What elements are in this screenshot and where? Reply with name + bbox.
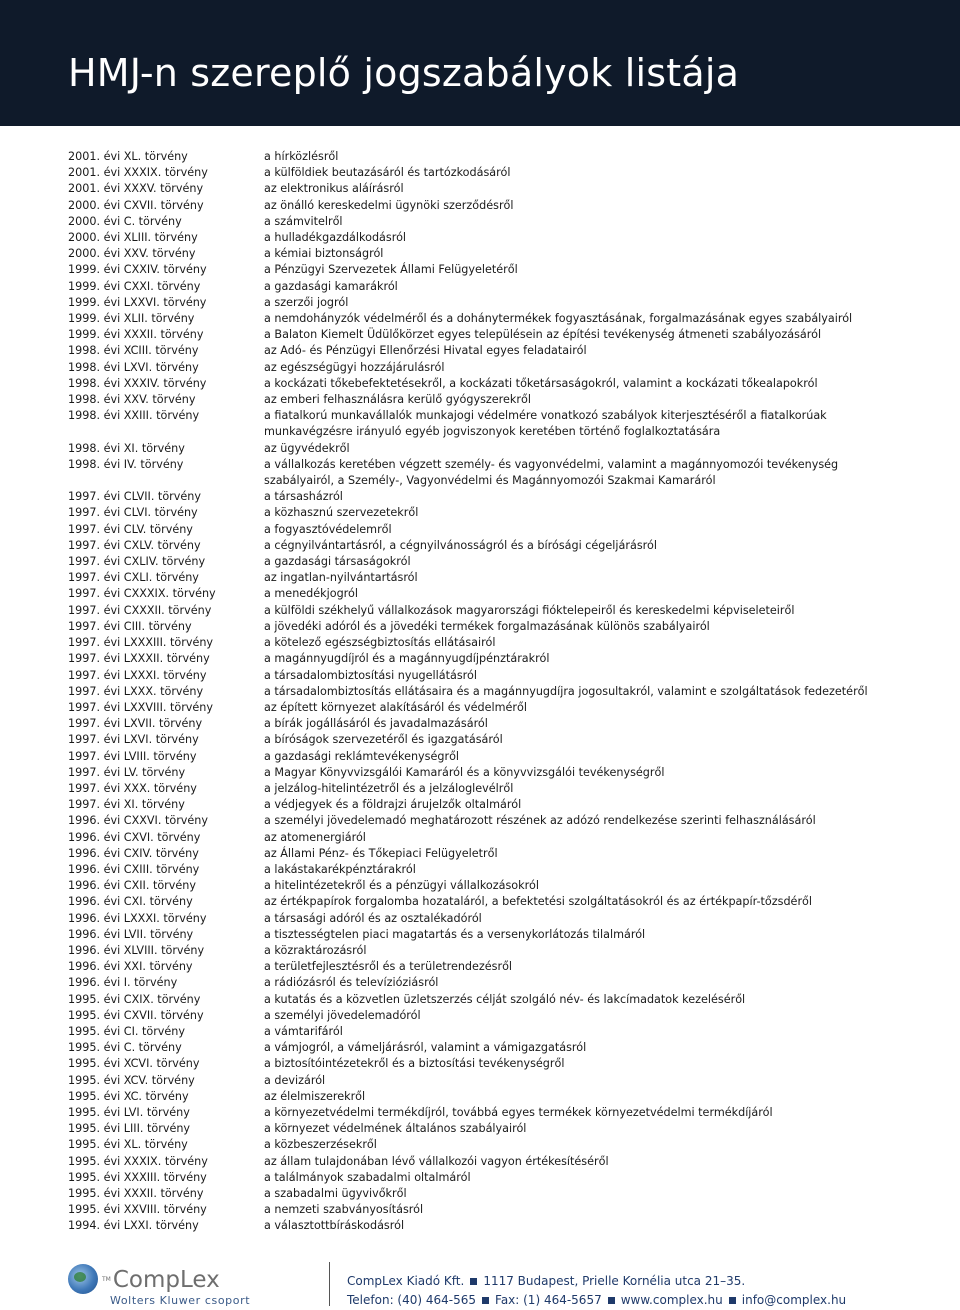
phone-number: Telefon: (40) 464-565 xyxy=(347,1293,477,1307)
law-title: a társadalombiztosítási nyugellátásról xyxy=(264,668,477,682)
law-title: az ingatlan-nyilvántartásról xyxy=(264,571,418,585)
law-title: a külföldi székhelyű vállalkozások magyarországi fióktelepeiről és kereskedelmi képviseleteiről xyxy=(264,603,795,617)
law-row xyxy=(68,554,888,570)
law-row xyxy=(68,765,888,781)
law-row xyxy=(68,441,888,457)
law-row xyxy=(68,457,888,489)
law-row xyxy=(68,181,888,197)
law-title: az egészségügyi hozzájárulásról xyxy=(264,360,445,374)
law-row xyxy=(68,230,888,246)
law-number: 1996. évi CXIII. törvény xyxy=(68,862,200,876)
page-title: HMJ-n szereplő jogszabályok listája xyxy=(68,51,740,95)
law-row xyxy=(68,570,888,586)
law-row xyxy=(68,651,888,667)
law-title: a bíróságok szervezetéről és igazgatásáról xyxy=(264,733,503,747)
contact-line-1 xyxy=(347,1272,846,1291)
law-row xyxy=(68,603,888,619)
law-number: 1997. évi CXXXII. törvény xyxy=(68,603,212,617)
law-number: 1998. évi IV. törvény xyxy=(68,457,184,471)
law-row xyxy=(68,1121,888,1137)
law-row xyxy=(68,992,888,1008)
law-number: 1997. évi LVIII. törvény xyxy=(68,749,197,763)
square-bullet-icon xyxy=(482,1297,489,1304)
law-row xyxy=(68,1186,888,1202)
law-number: 1999. évi CXXI. törvény xyxy=(68,279,201,293)
law-number: 1998. évi XXIII. törvény xyxy=(68,409,200,423)
law-number: 1995. évi CI. törvény xyxy=(68,1024,186,1038)
law-number: 1997. évi CXXXIX. törvény xyxy=(68,587,216,601)
law-row xyxy=(68,1024,888,1040)
law-number: 1996. évi CXI. törvény xyxy=(68,895,193,909)
law-number: 1997. évi LXXX. törvény xyxy=(68,684,204,698)
law-row xyxy=(68,1170,888,1186)
law-row xyxy=(68,198,888,214)
law-row xyxy=(68,408,888,440)
law-number: 1995. évi XXXIX. törvény xyxy=(68,1154,208,1168)
law-title: az Adó- és Pénzügyi Ellenőrzési Hivatal egyes feladatairól xyxy=(264,344,587,358)
law-title: a gazdasági reklámtevékenységről xyxy=(264,749,460,763)
law-row xyxy=(68,295,888,311)
law-row xyxy=(68,1040,888,1056)
globe-icon xyxy=(68,1264,98,1294)
law-number: 1999. évi CXXIV. törvény xyxy=(68,263,207,277)
logo-tagline: Wolters Kluwer csoport xyxy=(110,1294,251,1307)
law-number: 1997. évi CXLV. törvény xyxy=(68,538,201,552)
law-title: a fogyasztóvédelemről xyxy=(264,522,392,536)
law-number: 1996. évi I. törvény xyxy=(68,976,178,990)
law-row xyxy=(68,1137,888,1153)
contact-line-2 xyxy=(347,1291,846,1310)
law-row xyxy=(68,635,888,651)
law-title: a védjegyek és a földrajzi árujelzők oltalmáról xyxy=(264,798,522,812)
publisher-address: 1117 Budapest, Prielle Kornélia utca 21–35. xyxy=(483,1274,746,1288)
law-number: 1997. évi XXX. törvény xyxy=(68,781,197,795)
law-row xyxy=(68,959,888,975)
law-title: a társadalombiztosítás ellátásaira és a magánnyugdíjra jogosultakról, valamint e szolgáltatások fedezetéről xyxy=(264,684,868,698)
law-number: 1998. évi XXV. törvény xyxy=(68,393,196,407)
law-row xyxy=(68,262,888,278)
law-title: a társasházról xyxy=(264,490,343,504)
law-title: a kockázati tőkebefektetésekről, a kockázati tőketársaságokról, valamint a kockázati tőkealapokról xyxy=(264,376,818,390)
law-title: a devizáról xyxy=(264,1073,326,1087)
law-title: a menedékjogról xyxy=(264,587,358,601)
law-row xyxy=(68,214,888,230)
law-row xyxy=(68,279,888,295)
law-number: 1997. évi LXXVIII. törvény xyxy=(68,700,214,714)
law-title: a vámtarifáról xyxy=(264,1024,343,1038)
law-row xyxy=(68,781,888,797)
law-title: a Magyar Könyvvizsgálói Kamaráról és a könyvvizsgálói tevékenységről xyxy=(264,765,665,779)
law-title: az élelmiszerekről xyxy=(264,1089,366,1103)
law-title: a gazdasági kamarákról xyxy=(264,279,398,293)
law-number: 1995. évi XCVI. törvény xyxy=(68,1057,200,1071)
law-number: 1999. évi LXXVI. törvény xyxy=(68,295,207,309)
law-title: az elektronikus aláírásról xyxy=(264,182,404,196)
law-title: az emberi felhasználásra kerülő gyógyszerekről xyxy=(264,393,531,407)
law-title: az Állami Pénz- és Tőkepiaci Felügyeletről xyxy=(264,846,498,860)
law-title: a jelzálog-hitelintézetről és a jelzáloglevélről xyxy=(264,781,514,795)
law-number: 1996. évi XLVIII. törvény xyxy=(68,943,205,957)
law-title: a választottbíráskodásról xyxy=(264,1219,405,1233)
law-title: az értékpapírok forgalomba hozataláról, a befektetési szolgáltatásokról és az értékpapír-tőzsdéről xyxy=(264,895,812,909)
law-title: a személyi jövedelemadó meghatározott részének az adózó rendelkezése szerinti felhasználásáról xyxy=(264,814,816,828)
law-number: 1996. évi CXXVI. törvény xyxy=(68,814,209,828)
law-title: a vállalkozás keretében végzett személy- és vagyonvédelmi, valamint a magánnyomozói tevékenység szabályairól, a Személy-, Vagyonvédelmi és Magánnyomozói Szakmai Kamaráról xyxy=(264,457,839,488)
law-number: 2001. évi XXXV. törvény xyxy=(68,182,204,196)
law-number: 1999. évi XLII. törvény xyxy=(68,312,195,326)
law-number: 1996. évi LVII. törvény xyxy=(68,927,194,941)
law-number: 1996. évi CXVI. törvény xyxy=(68,830,201,844)
law-number: 2000. évi XLIII. törvény xyxy=(68,231,198,245)
law-row xyxy=(68,360,888,376)
law-number: 1995. évi XL. törvény xyxy=(68,1138,188,1152)
law-row xyxy=(68,392,888,408)
law-number: 1997. évi LXVII. törvény xyxy=(68,717,203,731)
law-title: a tisztességtelen piaci magatartás és a versenykorlátozás tilalmáról xyxy=(264,927,646,941)
law-title: a Balaton Kiemelt Üdülőkörzet egyes településein az építési tevékenység átmeneti szabályozásáról xyxy=(264,328,822,342)
law-title: a jövedéki adóról és a jövedéki termékek forgalmazásának különös szabályairól xyxy=(264,619,710,633)
law-title: a személyi jövedelemadóról xyxy=(264,1008,421,1022)
law-row xyxy=(68,911,888,927)
law-number: 1995. évi LVI. törvény xyxy=(68,1105,190,1119)
law-number: 1997. évi LXXXI. törvény xyxy=(68,668,207,682)
law-title: a Pénzügyi Szervezetek Állami Felügyeletéről xyxy=(264,263,518,277)
law-title: az épített környezet alakításáról és védelméről xyxy=(264,700,527,714)
law-number: 2000. évi CXVII. törvény xyxy=(68,198,204,212)
law-title: a közraktározásról xyxy=(264,943,367,957)
law-number: 1994. évi LXXI. törvény xyxy=(68,1219,199,1233)
contact-info xyxy=(347,1272,846,1310)
law-row xyxy=(68,489,888,505)
law-number: 2001. évi XL. törvény xyxy=(68,150,188,163)
law-title: a nemdohányzók védelméről és a dohánytermékek fogyasztásának, forgalmazásának egyes szabályairól xyxy=(264,312,853,326)
law-row xyxy=(68,846,888,862)
law-row xyxy=(68,619,888,635)
law-row xyxy=(68,1202,888,1218)
law-row xyxy=(68,700,888,716)
square-bullet-icon xyxy=(729,1297,736,1304)
law-number: 1995. évi CXIX. törvény xyxy=(68,992,201,1006)
law-title: a rádiózásról és televízióziásról xyxy=(264,976,439,990)
law-title: a magánnyugdíjról és a magánnyugdíjpénztárakról xyxy=(264,652,550,666)
law-title: a nemzeti szabványosításról xyxy=(264,1203,424,1217)
law-row xyxy=(68,797,888,813)
law-title: a külföldiek beutazásáról és tartózkodásáról xyxy=(264,166,511,180)
law-number: 1999. évi XXXII. törvény xyxy=(68,328,204,342)
law-row xyxy=(68,1089,888,1105)
law-number: 1997. évi CLVI. törvény xyxy=(68,506,198,520)
law-title: a környezet védelmének általános szabályairól xyxy=(264,1122,527,1136)
law-title: az állam tulajdonában lévő vállalkozói vagyon értékesítéséről xyxy=(264,1154,609,1168)
law-row xyxy=(68,246,888,262)
law-title: a találmányok szabadalmi oltalmáról xyxy=(264,1170,471,1184)
law-row xyxy=(68,668,888,684)
law-title: a szabadalmi ügyvivőkről xyxy=(264,1187,407,1200)
law-title: a területfejlesztésről és a területrendezésről xyxy=(264,960,513,974)
law-title: a társasági adóról és az osztalékadóról xyxy=(264,911,482,925)
law-row xyxy=(68,1154,888,1170)
law-number: 1997. évi LXVI. törvény xyxy=(68,733,199,747)
fax-number: Fax: (1) 464-5657 xyxy=(495,1293,602,1307)
law-row xyxy=(68,149,888,165)
law-row xyxy=(68,1105,888,1121)
law-number: 1997. évi CXLIV. törvény xyxy=(68,555,206,569)
law-number: 1995. évi XXVIII. törvény xyxy=(68,1203,207,1217)
law-title: a környezetvédelmi termékdíjról, továbbá egyes termékek környezetvédelmi termékdíjáról xyxy=(264,1105,773,1119)
law-row xyxy=(68,1056,888,1072)
law-number: 1996. évi LXXXI. törvény xyxy=(68,911,207,925)
law-number: 1997. évi LXXXII. törvény xyxy=(68,652,210,666)
law-title: a lakástakarékpénztárakról xyxy=(264,862,416,876)
law-row xyxy=(68,732,888,748)
square-bullet-icon xyxy=(608,1297,615,1304)
law-row xyxy=(68,1073,888,1089)
law-number: 1997. évi CIII. törvény xyxy=(68,619,192,633)
law-title: a biztosítóintézetekről és a biztosítási tevékenységről xyxy=(264,1057,565,1071)
complex-logo xyxy=(68,1262,268,1308)
law-number: 1997. évi CLVII. törvény xyxy=(68,490,201,504)
law-row xyxy=(68,1008,888,1024)
law-title: a közbeszerzésekről xyxy=(264,1138,377,1152)
law-row xyxy=(68,505,888,521)
law-title: a fiatalkorú munkavállalók munkajogi védelmére vonatkozó szabályok kiterjesztéséről a fiatalkorúak munkavégzésre irányuló egyéb jogviszonyok keretében történő foglalkoztatására xyxy=(264,409,827,439)
law-row xyxy=(68,538,888,554)
law-title: az ügyvédekről xyxy=(264,441,350,455)
law-list xyxy=(68,149,888,1235)
law-number: 1995. évi XC. törvény xyxy=(68,1089,189,1103)
law-number: 1995. évi XXXIII. törvény xyxy=(68,1170,207,1184)
law-row xyxy=(68,716,888,732)
law-row xyxy=(68,878,888,894)
law-number: 1995. évi CXVII. törvény xyxy=(68,1008,204,1022)
law-row xyxy=(68,684,888,700)
law-number: 1998. évi XI. törvény xyxy=(68,441,185,455)
law-row xyxy=(68,943,888,959)
website-link[interactable]: www.complex.hu xyxy=(620,1293,723,1307)
law-title: a kémiai biztonságról xyxy=(264,247,384,261)
law-row xyxy=(68,311,888,327)
law-number: 2001. évi XXXIX. törvény xyxy=(68,166,208,180)
law-row xyxy=(68,830,888,846)
law-row xyxy=(68,165,888,181)
law-row xyxy=(68,586,888,602)
law-number: 1995. évi LIII. törvény xyxy=(68,1122,191,1136)
law-title: a kutatás és a közvetlen üzletszerzés célját szolgáló név- és lakcímadatok kezeléséről xyxy=(264,992,746,1006)
law-title: a hulladékgazdálkodásról xyxy=(264,231,407,245)
square-bullet-icon xyxy=(470,1278,477,1285)
law-row xyxy=(68,376,888,392)
law-number: 2000. évi XXV. törvény xyxy=(68,247,196,261)
law-number: 1997. évi LV. törvény xyxy=(68,765,186,779)
law-number: 1996. évi CXIV. törvény xyxy=(68,846,199,860)
law-title: az atomenergiáról xyxy=(264,830,366,844)
law-row xyxy=(68,975,888,991)
law-title: a gazdasági társaságokról xyxy=(264,555,411,569)
law-row xyxy=(68,813,888,829)
law-title: a bírák jogállásáról és javadalmazásáról xyxy=(264,717,488,731)
law-title: az önálló kereskedelmi ügynöki szerződésről xyxy=(264,198,514,212)
law-number: 1998. évi XXXIV. törvény xyxy=(68,376,207,390)
law-number: 1997. évi XI. törvény xyxy=(68,798,185,812)
page-header xyxy=(0,0,960,126)
publisher-name: CompLex Kiadó Kft. xyxy=(347,1274,465,1288)
law-number: 2000. évi C. törvény xyxy=(68,214,182,228)
law-number: 1997. évi LXXXIII. törvény xyxy=(68,636,214,650)
logo-brand: ™CompLex xyxy=(102,1267,220,1293)
law-number: 1998. évi XCIII. törvény xyxy=(68,344,199,358)
law-title: a cégnyilvántartásról, a cégnyilvánosságról és a bírósági cégeljárásról xyxy=(264,538,657,552)
law-number: 1995. évi C. törvény xyxy=(68,1041,182,1055)
footer-divider xyxy=(329,1262,330,1306)
law-title: a vámjogról, a vámeljárásról, valamint a vámigazgatásról xyxy=(264,1041,587,1055)
law-number: 1995. évi XXXII. törvény xyxy=(68,1187,204,1200)
law-number: 1995. évi XCV. törvény xyxy=(68,1073,195,1087)
law-number: 1997. évi CXLI. törvény xyxy=(68,571,199,585)
law-number: 1998. évi LXVI. törvény xyxy=(68,360,199,374)
law-title: a hitelintézetekről és a pénzügyi vállalkozásokról xyxy=(264,879,539,893)
law-row xyxy=(68,1218,888,1234)
law-row xyxy=(68,894,888,910)
email-link[interactable]: info@complex.hu xyxy=(741,1293,847,1307)
law-row xyxy=(68,862,888,878)
law-row xyxy=(68,343,888,359)
law-title: a hírközlésről xyxy=(264,150,339,163)
law-row xyxy=(68,927,888,943)
law-title: a szerzői jogról xyxy=(264,295,349,309)
law-title: a kötelező egészségbiztosítás ellátásairól xyxy=(264,636,496,650)
law-number: 1997. évi CLV. törvény xyxy=(68,522,193,536)
law-row xyxy=(68,327,888,343)
law-number: 1996. évi XXI. törvény xyxy=(68,960,193,974)
law-number: 1996. évi CXII. törvény xyxy=(68,879,196,893)
law-row xyxy=(68,749,888,765)
law-row xyxy=(68,522,888,538)
law-title: a számvitelről xyxy=(264,214,343,228)
law-title: a közhasznú szervezetekről xyxy=(264,506,419,520)
